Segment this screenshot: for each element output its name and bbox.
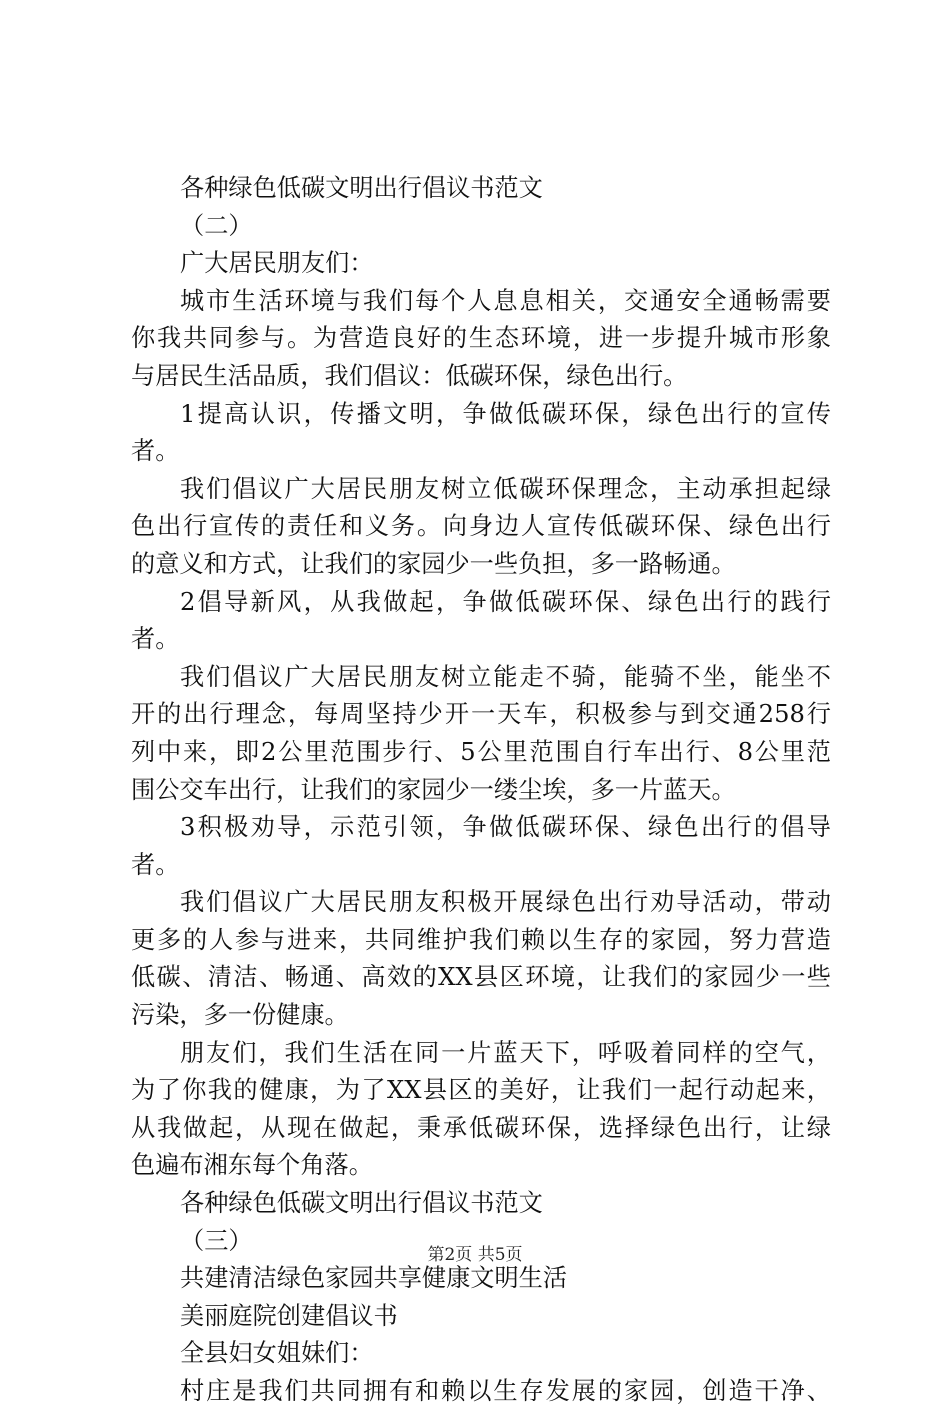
text-line: 为了你我的健康，为了XX县区的美好，让我们一起行动起来， xyxy=(131,1076,831,1105)
text-line: 3积极劝导，示范引领，争做低碳环保、绿色出行的倡导 xyxy=(180,813,831,842)
text-line: 2倡导新风，从我做起，争做低碳环保、绿色出行的践行 xyxy=(180,587,831,616)
text-line: 者。 xyxy=(131,625,180,654)
text-line: 色遍布湘东每个角落。 xyxy=(131,1151,373,1180)
text-line: 我们倡议广大居民朋友树立能走不骑，能骑不坐，能坐不 xyxy=(180,662,831,691)
text-line: 与居民生活品质，我们倡议：低碳环保，绿色出行。 xyxy=(131,361,688,390)
subtitle: 美丽庭院创建倡议书 xyxy=(180,1301,398,1330)
text-line: 城市生活环境与我们每个人息息相关，交通安全通畅需要 xyxy=(180,286,831,315)
text-line: 村庄是我们共同拥有和赖以生存发展的家园，创造干净、 xyxy=(180,1377,831,1405)
text-line: 我们倡议广大居民朋友积极开展绿色出行劝导活动，带动 xyxy=(180,888,831,917)
text-line: 色出行宣传的责任和义务。向身边人宣传低碳环保、绿色出行 xyxy=(131,512,831,541)
text-line: 你我共同参与。为营造良好的生态环境，进一步提升城市形象 xyxy=(131,324,831,353)
text-line: 低碳、清洁、畅通、高效的XX县区环境，让我们的家园少一些 xyxy=(131,963,831,992)
text-line: 者。 xyxy=(131,850,180,879)
text-line: 更多的人参与进来，共同维护我们赖以生存的家园，努力营造 xyxy=(131,925,831,954)
subtitle: 共建清洁绿色家园共享健康文明生活 xyxy=(180,1264,568,1293)
text-line: 者。 xyxy=(131,437,180,466)
text-line: 围公交车出行，让我们的家园少一缕尘埃，多一片蓝天。 xyxy=(131,775,736,804)
text-line: 从我做起，从现在做起，秉承低碳环保，选择绿色出行，让绿 xyxy=(131,1113,831,1142)
text-line: 污染，多一份健康。 xyxy=(131,1001,349,1030)
section-number: （三） xyxy=(180,1226,253,1255)
document-body xyxy=(131,170,831,1411)
text-line: 朋友们，我们生活在同一片蓝天下，呼吸着同样的空气， xyxy=(180,1038,831,1067)
text-line: 我们倡议广大居民朋友树立低碳环保理念，主动承担起绿 xyxy=(180,474,831,503)
page-footer xyxy=(0,1244,950,1266)
salutation: 全县妇女姐妹们： xyxy=(180,1339,374,1368)
text-line: 的意义和方式，让我们的家园少一些负担，多一路畅通。 xyxy=(131,549,736,578)
salutation: 广大居民朋友们： xyxy=(180,249,374,278)
doc-title: 各种绿色低碳文明出行倡议书范文 xyxy=(180,1189,543,1218)
section-number: （二） xyxy=(180,211,253,240)
text-line: 列中来，即2公里范围步行、5公里范围自行车出行、8公里范 xyxy=(131,737,831,766)
doc-title: 各种绿色低碳文明出行倡议书范文 xyxy=(180,174,543,202)
text-line: 开的出行理念，每周坚持少开一天车，积极参与到交通258行 xyxy=(131,700,831,729)
page-number: 第2页 共5页 xyxy=(427,1245,523,1265)
text-line: 1提高认识，传播文明，争做低碳环保，绿色出行的宣传 xyxy=(180,399,831,428)
